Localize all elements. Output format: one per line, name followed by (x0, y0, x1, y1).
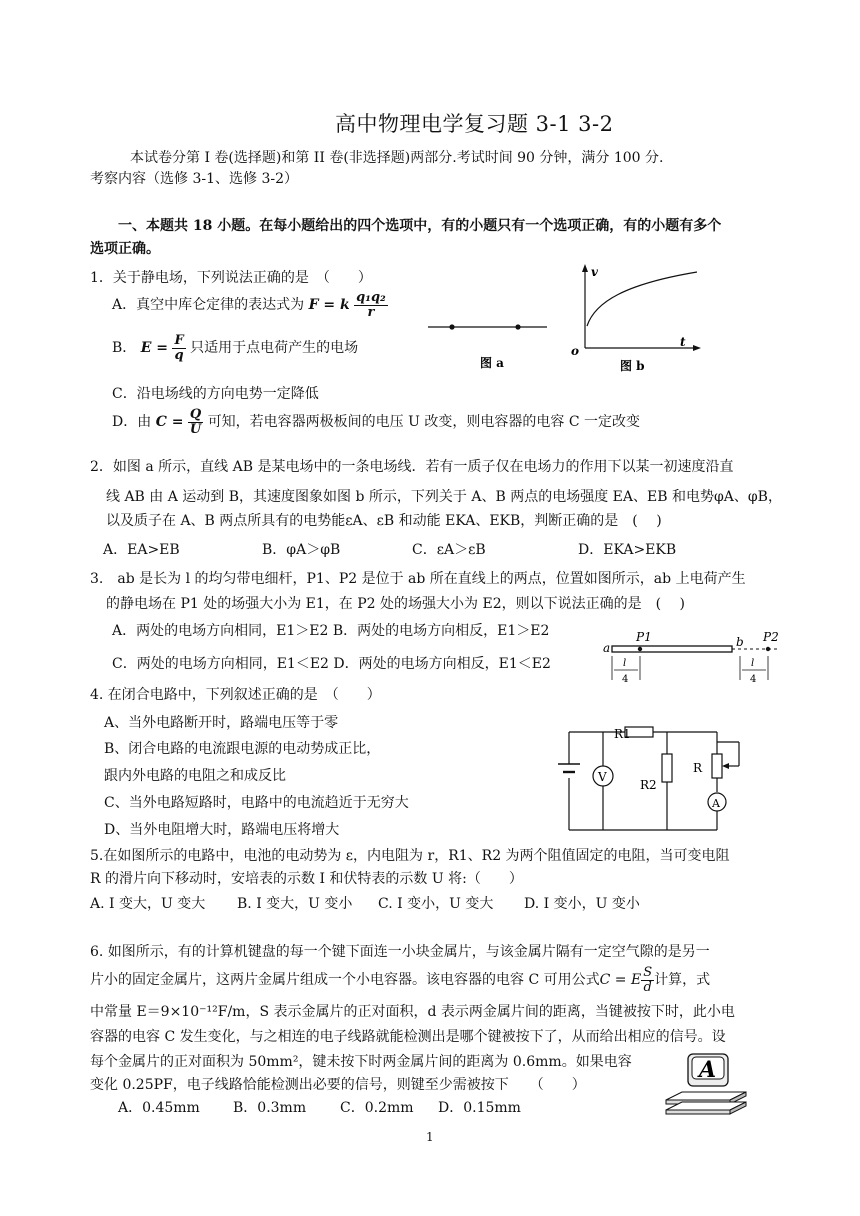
q1-option-a (112, 291, 388, 319)
q1-b-text: 只适用于点电荷产生的电场 (190, 340, 359, 357)
q6-option-b: B．0.3mm (233, 1100, 307, 1116)
svg-text:R2: R2 (640, 778, 657, 792)
q3-options-ab: A．两处的电场方向相同，E1＞E2 B．两处的电场方向相反，E1＞E2 (112, 623, 550, 639)
q4-option-a: A、当外电路断开时，路端电压等于零 (104, 715, 339, 731)
q5-line-2: R 的滑片向下移动时，安培表的示数 I 和伏特表的示数 U 将:（ ） (90, 871, 523, 887)
q6-line-6: 变化 0.25PF，电子线路恰能检测出必要的信号，则键至少需被按下 （ ） (90, 1077, 586, 1093)
capacitance-formula-lhs: C = E (599, 972, 642, 989)
field-fraction: $\frac{F}{q}$ (174, 333, 184, 363)
svg-text:v: v (591, 265, 598, 279)
intro-line-2: 考察内容（选修 3-1、选修 3-2） (90, 171, 298, 187)
q2-line-2: 线 AB 由 A 运动到 B，其速度图象如图 b 所示，下列关于 A、B 两点的电场强度 EA、EB 和电势φA、φB， (106, 489, 782, 505)
svg-text:A: A (712, 797, 720, 810)
q4-option-b-line-2: 跟内外电路的电阻之和成反比 (104, 768, 286, 784)
figure-a-caption: 图 a (480, 356, 504, 370)
q6-option-d: D．0.15mm (438, 1100, 521, 1116)
svg-text:A: A (699, 1057, 717, 1083)
q4-stem: 4. 在闭合电路中，下列叙述正确的是 （ ） (90, 687, 381, 703)
svg-text:4: 4 (750, 674, 757, 685)
capacitance-formula-fraction: $\frac{S}{d}$ (643, 965, 653, 995)
svg-text:R: R (693, 761, 703, 775)
svg-text:R1: R1 (614, 727, 631, 741)
page-number: 1 (426, 1130, 434, 1144)
charged-rod (612, 646, 732, 652)
q1-stem: 1．关于静电场，下列说法正确的是 （ ） (90, 270, 372, 286)
section-heading-line-2: 选项正确。 (90, 241, 160, 257)
q1-option-b: B． E = $\frac{F}{q}$ 只适用于点电荷产生的电场 (112, 333, 359, 363)
q5-option-d: D. I 变小，U 变小 (524, 896, 640, 912)
q5-option-b: B. I 变大，U 变小 (237, 896, 353, 912)
velocity-curve (587, 272, 697, 326)
page-title: 高中物理电学复习题 3-1 3-2 (335, 112, 614, 136)
keyboard-key-figure (660, 1048, 752, 1120)
q2-line-1: 2．如图 a 所示，直线 AB 是某电场中的一条电场线．若有一质子仅在电场力的作用下以某一初速度沿直 (90, 459, 734, 475)
q6-line-2: 片小的固定金属片，这两片金属片组成一个小电容器。该电容器的电容 C 可用公式C = E $\frac{S}{d}$ 计算，式 (90, 965, 711, 995)
q6-option-c: C．0.2mm (340, 1100, 414, 1116)
q4-option-b-line-1: B、闭合电路的电流跟电源的电动势成正比， (104, 741, 381, 757)
capacitance-fraction: $\frac{Q}{U}$ (189, 407, 202, 437)
q2-option-d: D．EKA>EKB (578, 542, 677, 558)
q1-a-lhs: F = k (308, 297, 350, 314)
q4-option-c: C、当外电路短路时，电路中的电流趋近于无穷大 (104, 795, 409, 811)
point-a-dot (449, 324, 454, 329)
svg-text:4: 4 (622, 674, 629, 685)
variable-resistor-r (712, 754, 722, 778)
point-b-dot (515, 324, 520, 329)
figure-b-velocity-graph (565, 262, 705, 374)
section-heading-line-1: 一、本题共 18 小题。在每小题给出的四个选项中，有的小题只有一个选项正确，有的小题有多个 (118, 218, 722, 234)
q5-line-1: 5.在如图所示的电路中，电池的电动势为 ε，内电阻为 r，R1、R2 为两个阻值固定的电阻，当可变电阻 (90, 848, 730, 864)
svg-text:V: V (598, 770, 607, 784)
q6-option-a: A．0.45mm (118, 1100, 200, 1116)
q2-option-a: A．EA>EB (103, 542, 180, 558)
svg-text:b: b (736, 635, 744, 649)
q3-line-2: 的静电场在 P1 处的场强大小为 E1，在 P2 处的场强大小为 E2，则以下说法正确的是 ( ) (106, 596, 685, 612)
q2-line-3: 以及质子在 A、B 两点所具有的电势能εA、εB 和动能 EKA、EKB，判断正确的是 ( ) (106, 513, 662, 529)
intro-line-1: 本试卷分第 I 卷(选择题)和第 II 卷(非选择题)两部分.考试时间 90 分钟，满分 100 分. (130, 150, 664, 166)
q1-option-c: C．沿电场线的方向电势一定降低 (112, 386, 319, 402)
rod-figure (600, 628, 790, 686)
svg-text:l: l (623, 658, 627, 669)
q6-line-5: 每个金属片的正对面积为 50mm²，键未按下时两金属片间的距离为 0.6mm。如果电容 (90, 1054, 632, 1070)
svg-text:P2: P2 (763, 630, 779, 644)
slider-arrow-icon (722, 763, 729, 769)
q5-option-a: A. I 变大，U 变大 (90, 896, 206, 912)
q1-a-text: A．真空中库仑定律的表达式为 (112, 297, 305, 314)
svg-text:t: t (680, 335, 686, 349)
svg-text:o: o (571, 344, 580, 358)
svg-text:a: a (603, 641, 611, 655)
circuit-diagram (555, 722, 755, 838)
q2-option-b: B．φA＞φB (262, 542, 341, 558)
q2-option-c: C．εA＞εB (412, 542, 486, 558)
q6-line-1: 6. 如图所示，有的计算机键盘的每一个键下面连一小块金属片，与该金属片隔有一定空气隙的是另一 (90, 944, 710, 960)
q3-options-cd: C．两处的电场方向相同，E1＜E2 D．两处的电场方向相反，E1＜E2 (112, 656, 551, 672)
q1-d-text: 可知，若电容器两极板间的电压 U 改变，则电容器的电容 C 一定改变 (207, 414, 640, 431)
resistor-r2 (662, 754, 672, 782)
figure-b-caption: 图 b (620, 359, 645, 373)
q5-option-c: C. I 变小，U 变大 (378, 896, 494, 912)
svg-text:P1: P1 (636, 630, 652, 644)
figure-a-field-line (420, 315, 555, 375)
q1-d-lhs: C = (155, 414, 184, 431)
coulomb-fraction: $\frac{\text{q₁q₂}}{r}$ (356, 290, 386, 320)
q4-option-d: D、当外电阻增大时，路端电压将增大 (104, 822, 340, 838)
q1-b-lhs: E = (140, 340, 169, 357)
q3-line-1: 3. ab 是长为 l 的均匀带电细杆，P1、P2 是位于 ab 所在直线上的两点，位置如图所示，ab 上电荷产生 (90, 571, 746, 587)
q6-line-3: 中常量 E＝9×10⁻¹²F/m，S 表示金属片的正对面积，d 表示两金属片间的距离，当键被按下时，此小电 (90, 1004, 735, 1020)
svg-text:l: l (751, 658, 755, 669)
q6-line-4: 容器的电容 C 发生变化，与之相连的电子线路就能检测出是哪个键被按下了，从而给出相应的信号。设 (90, 1029, 726, 1045)
q1-option-d: D．由 C = $\frac{Q}{U}$ 可知，若电容器两极板间的电压 U 改变，则电容器的电容 C 一定改变 (112, 407, 640, 437)
